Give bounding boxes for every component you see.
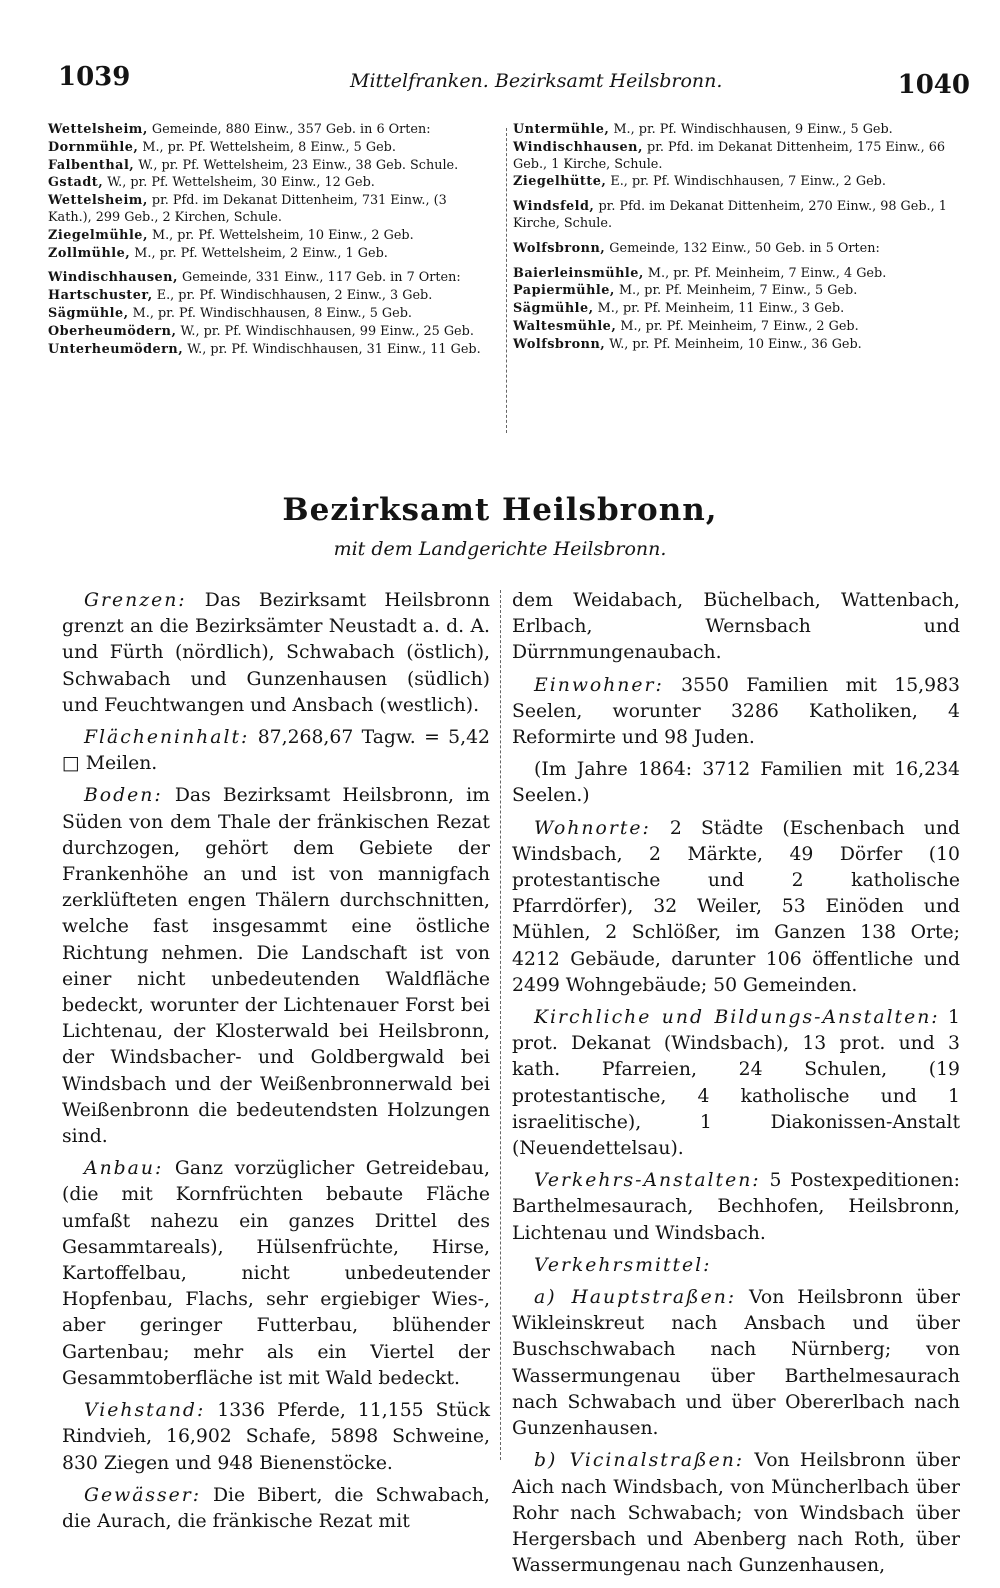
register-entry: Baierleinsmühle, M., pr. Pf. Meinheim, 7 Einw., 4 Geb. [513,265,887,281]
section-title: Bezirksamt Heilsbronn, [282,492,718,528]
paragraph-verkehrsmittel: Verkehrsmittel: [534,1254,712,1276]
paragraph-grenzen: Grenzen: Das Bezirksamt Heilsbronn grenzt an die Bezirksämter Neustadt a. d. A. und Fürth (nördlich), Schwabach (östlich), Schwabach und Gunzenhausen (südlich) und Feuchtwangen und Ansbach (westlich). [62,590,490,716]
page-number-right: 1040 [897,70,970,100]
register-entry: Wolfsbronn, Gemeinde, 132 Einw., 50 Geb. in 5 Orten: [513,240,880,256]
paragraph-wohnorte: Wohnorte: 2 Städte (Eschenbach und Windsbach, 2 Märkte, 49 Dörfer (10 protestantische und 2 katholische Pfarrdörfer), 32 Weiler, 53 Einöden und Mühlen, 2 Schlößer, im Ganzen 138 Orte; 4212 Gebäude, darunter 106 öffentliche und 2499 Wohngebäude; 50 Gemeinden. [512,817,960,996]
body-right-column [512,588,960,1585]
paragraph-flaecheninhalt: Flächeninhalt: 87,268,67 Tagw. = 5,42 □ Meilen. [62,727,490,775]
paragraph-einwohner: Einwohner: 3550 Familien mit 15,983 Seelen, worunter 3286 Katholiken, 4 Reformirte und 98 Juden. [512,674,960,749]
register-entry: Waltesmühle, M., pr. Pf. Meinheim, 7 Einw., 2 Geb. [513,318,859,334]
section-subtitle: mit dem Landgerichte Heilsbronn. [333,538,667,560]
register-entry: Oberheumödern, W., pr. Pf. Windischhausen, 99 Einw., 25 Geb. [48,323,474,339]
register-entry: Falbenthal, W., pr. Pf. Wettelsheim, 23 Einw., 38 Geb. Schule. [48,157,459,173]
register-right-column [513,122,960,355]
register-entry: Hartschuster, E., pr. Pf. Windischhausen, 2 Einw., 3 Geb. [48,288,433,304]
paragraph-boden: Boden: Das Bezirksamt Heilsbronn, im Süden von dem Thale der fränkischen Rezat durchzogen, gehört dem Gebiete der Frankenhöhe an und ist von mannigfach zerklüfteten engen Thälern durchschnitten, welche fast insgesammt eine östliche Richtung nehmen. Die Landschaft ist von einer nicht unbedeutenden Waldfläche bedeckt, worunter der Lichtenauer Forst bei Lichtenau, der Klosterwald bei Heilsbronn, der Windsbacher- und Goldbergwald bei Windsbach und der Weißenbronnerwald bei Weißenbronn die bedeutendsten Holzungen sind. [62,785,490,1148]
register-entry: Sägmühle, M., pr. Pf. Meinheim, 11 Einw., 3 Geb. [513,301,845,317]
register-entry: Unterheumödern, W., pr. Pf. Windischhausen, 31 Einw., 11 Geb. [48,341,481,357]
register-entry: Wettelsheim, pr. Pfd. im Dekanat Dittenheim, 731 Einw., (3 Kath.), 299 Geb., 2 Kirchen, Schule. [48,193,447,225]
paragraph-einwohner-1864: (Im Jahre 1864: 3712 Familien mit 16,234 Seelen.) [512,759,960,807]
paragraph-anbau: Anbau: Ganz vorzüglicher Getreidebau, (die mit Kornfrüchten bebaute Fläche umfaßt nahezu ein ganzes Drittel des Gesammtareals), Hülsenfrüchte, Hirse, Kartoffelbau, nicht unbedeutender Hopfenbau, Flachs, sehr ergiebiger Wies-, aber geringer Futterbau, blühender Gartenbau; mehr als ein Viertel der Gesammtoberfläche ist mit Wald bedeckt. [62,1158,490,1389]
paragraph-gewaesser: Gewässer: Die Bibert, die Schwabach, die Aurach, die fränkische Rezat mit [62,1484,490,1532]
paragraph-gewaesser-cont: dem Weidabach, Büchelbach, Wattenbach, Erlbach, Wernsbach und Dürrnmungenaubach. [512,590,960,664]
register-entry: Wolfsbronn, W., pr. Pf. Meinheim, 10 Einw., 36 Geb. [513,336,862,352]
page-header [50,60,970,100]
page-number-left: 1039 [58,62,131,92]
register-entry: Zollmühle, M., pr. Pf. Wettelsheim, 2 Einw., 1 Geb. [48,245,388,261]
paragraph-kirchliche: Kirchliche und Bildungs-Anstalten: 1 prot. Dekanat (Windsbach), 13 prot. und 3 kath. Pfarreien, 24 Schulen, (19 protestantische, 4 katholische und 1 israelitische), 1 Diakonissen-Anstalt (Neuendettelsau). [512,1007,961,1160]
paragraph-verkehrs-anstalten: Verkehrs-Anstalten: 5 Postexpeditionen: Barthelmesaurach, Bechhofen, Heilsbronn, Lichtenau und Windsbach. [512,1170,960,1244]
paragraph-viehstand: Viehstand: 1336 Pferde, 11,155 Stück Rindvieh, 16,902 Schafe, 5898 Schweine, 830 Ziegen und 948 Bienenstöcke. [62,1400,490,1474]
register-entry: Untermühle, M., pr. Pf. Windischhausen, 9 Einw., 5 Geb. [513,122,893,137]
register-entry: Ziegelmühle, M., pr. Pf. Wettelsheim, 10 Einw., 2 Geb. [48,227,414,243]
register-entry: Windischhausen, Gemeinde, 331 Einw., 117 Geb. in 7 Orten: [48,270,461,286]
running-title: Mittelfranken. Bezirksamt Heilsbronn. [350,70,723,92]
column-divider [506,128,508,433]
register-entry: Wettelsheim, Gemeinde, 880 Einw., 357 Geb. in 6 Orten: [48,122,431,137]
register-entry: Windischhausen, pr. Pfd. im Dekanat Dittenheim, 175 Einw., 66 Geb., 1 Kirche, Schule. [513,139,946,172]
register-entry: Papiermühle, M., pr. Pf. Meinheim, 7 Einw., 5 Geb. [513,283,858,299]
paragraph-vicinalstrassen: b) Vicinalstraßen: Von Heilsbronn über Aich nach Windsbach, von Müncherlbach über Rohr nach Schwabach; von Windsbach über Hergersbach und Abenberg nach Roth, über Wassermungenau nach Gunzenhausen, [512,1450,960,1577]
register-entry: Dornmühle, M., pr. Pf. Wettelsheim, 8 Einw., 5 Geb. [48,139,396,155]
body-left-column [62,588,490,1541]
register-entry: Ziegelhütte, E., pr. Pf. Windischhausen, 7 Einw., 2 Geb. [513,174,886,190]
column-divider [500,590,502,1460]
register-left-column [48,122,493,359]
register-entry: Sägmühle, M., pr. Pf. Windischhausen, 8 Einw., 5 Geb. [48,305,412,321]
paragraph-hauptstrassen: a) Hauptstraßen: Von Heilsbronn über Wikleinskreut nach Ansbach und über Buschschwabach nach Nürnberg; von Wassermungenau über Barthelmesaurach nach Schwabach und über Obererlbach nach Gunzenhausen. [512,1287,960,1440]
register-entry: Gstadt, W., pr. Pf. Wettelsheim, 30 Einw., 12 Geb. [48,175,375,191]
register-entry: Windsfeld, pr. Pfd. im Dekanat Dittenheim, 270 Einw., 98 Geb., 1 Kirche, Schule. [513,199,947,231]
